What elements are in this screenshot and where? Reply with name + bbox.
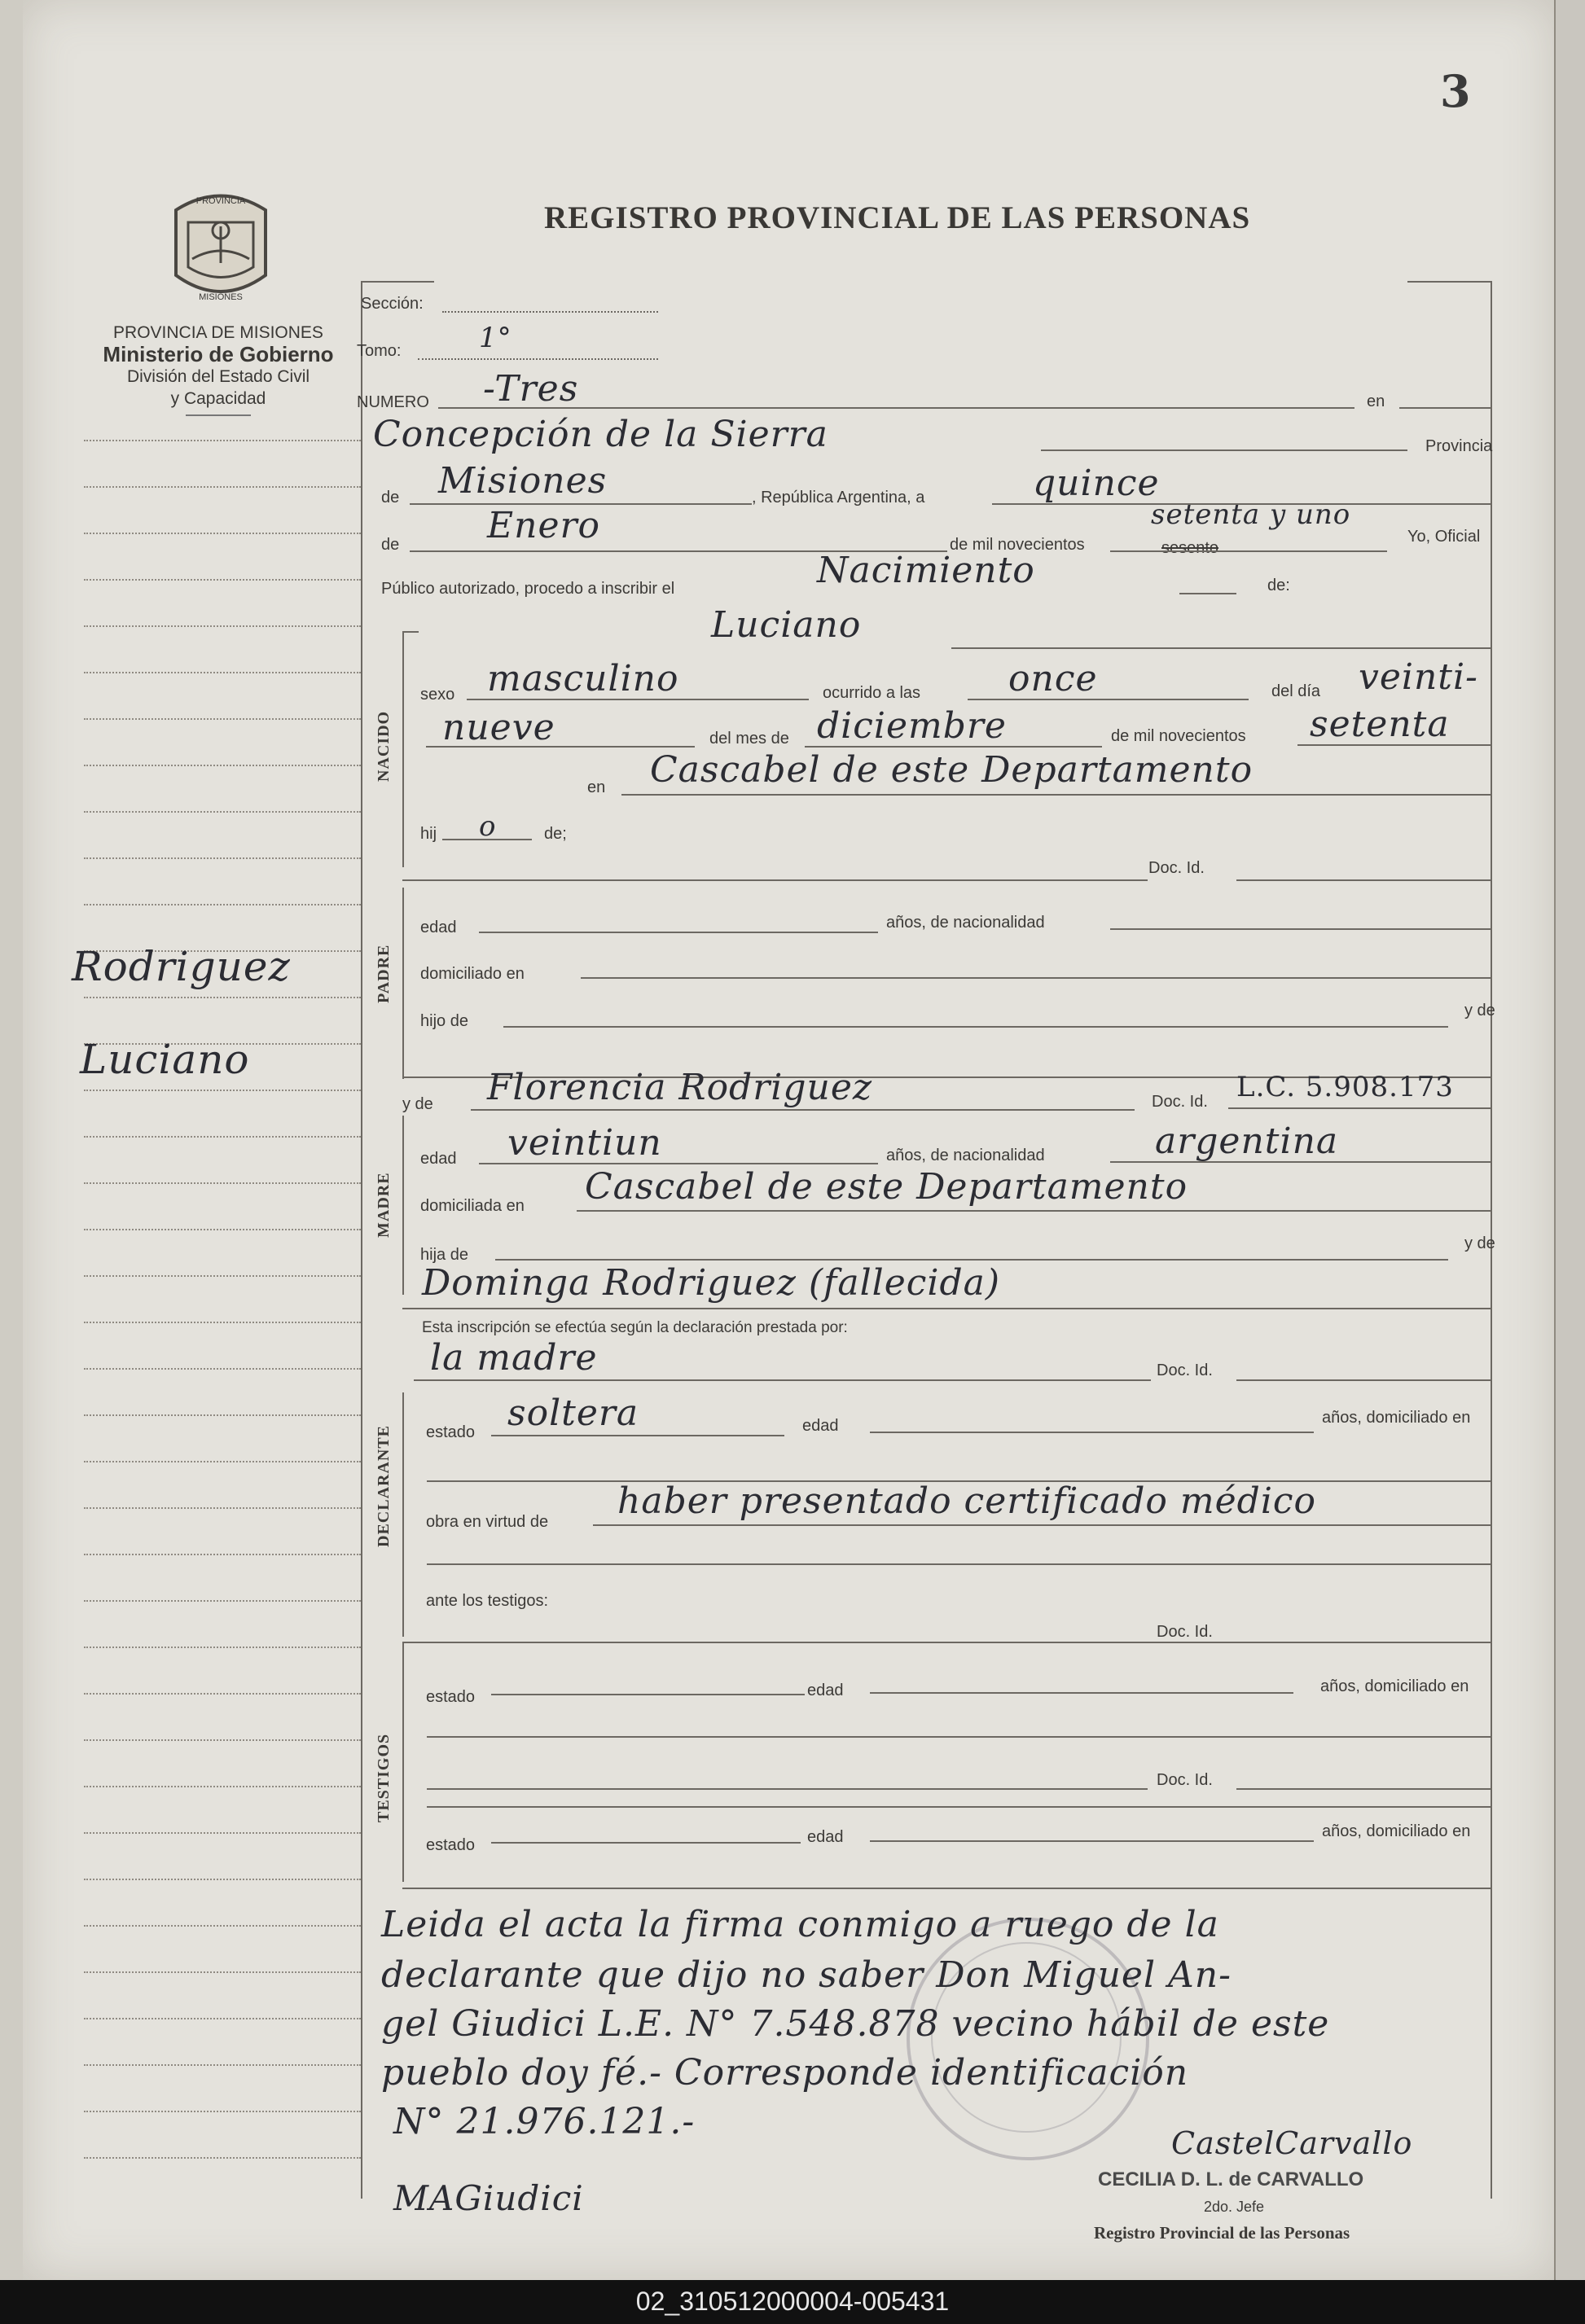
declarante-edad-label: edad <box>802 1417 839 1435</box>
declarante-value: la madre <box>430 1337 598 1379</box>
section-testigos: TESTIGOS <box>375 1733 393 1822</box>
de-label-2: de <box>381 536 400 554</box>
madre-nac-label: años, de nacionalidad <box>886 1147 1045 1164</box>
closing-line-1: Leida el acta la firma conmigo a ruego de la <box>381 1904 1219 1945</box>
issuing-authority <box>72 322 365 416</box>
margin-rule-line <box>84 1554 361 1555</box>
declarante-dom-label: años, domiciliado en <box>1322 1409 1471 1427</box>
obra-value: haber presentado certificado médico <box>617 1480 1317 1522</box>
testigo2-sep-line <box>427 1806 1491 1808</box>
officer-office: Registro Provincial de las Personas <box>1094 2223 1350 2243</box>
declarante-edad-line <box>870 1432 1314 1433</box>
lugar-value: Concepción de la Sierra <box>373 414 828 455</box>
margin-rule-line <box>84 440 361 441</box>
closing-line-3: gel Giudici L.E. N° 7.548.878 vecino hábil de este <box>381 2003 1330 2045</box>
document-page <box>23 0 1554 2280</box>
margin-rule-line <box>84 811 361 813</box>
margin-rule-line <box>84 1182 361 1184</box>
yo-oficial-label: Yo, Oficial <box>1407 528 1481 546</box>
testigo2-doc-line <box>1236 1788 1491 1790</box>
testigo2-dom-label: años, domiciliado en <box>1322 1822 1471 1840</box>
padre-dom-label: domiciliado en <box>420 965 525 983</box>
document-title: REGISTRO PROVINCIAL DE LAS PERSONAS <box>544 200 1251 235</box>
signature-right: CastelCarvallo <box>1171 2125 1413 2161</box>
sexo-value: masculino <box>487 658 679 699</box>
declarante-doc-label: Doc. Id. <box>1157 1362 1213 1379</box>
abuela-value: Dominga Rodriguez (fallecida) <box>422 1262 1001 1304</box>
madre-nombre-value: Florencia Rodriguez <box>487 1067 873 1108</box>
margin-rule-line <box>84 1368 361 1370</box>
margin-rule-line <box>84 1461 361 1462</box>
madre-y-de-2-label: y de <box>1464 1234 1495 1252</box>
footer-id: 02_310512000004-005431 <box>635 2287 950 2316</box>
margin-rule-line <box>84 997 361 998</box>
section-nacido: NACIDO <box>375 710 393 782</box>
hij-suffix: o <box>479 810 497 843</box>
testigo2-name-line <box>427 1788 1148 1790</box>
madre-edad-line <box>479 1163 878 1164</box>
mes-nac-line <box>805 746 1102 748</box>
margin-rule-line <box>84 1647 361 1648</box>
closing-line-2: declarante que dijo no saber Don Miguel An- <box>381 1954 1232 1996</box>
madre-y-de-label: y de <box>402 1095 433 1113</box>
padre-hijo-label: hijo de <box>420 1012 468 1030</box>
margin-rule-line <box>84 2018 361 2019</box>
sexo-line <box>467 699 809 700</box>
madre-doc-label: Doc. Id. <box>1152 1093 1208 1111</box>
de-label-1: de <box>381 489 400 506</box>
nacido-bracket-top <box>402 631 419 633</box>
madre-hija-line <box>495 1259 1448 1261</box>
hij-de-label: de; <box>544 825 567 843</box>
lugar-line <box>1041 449 1407 451</box>
closing-line-5: N° 21.976.121.- <box>393 2101 696 2142</box>
margin-rule-line <box>84 579 361 581</box>
closing-line-4: pueblo doy fé.- Corresponde identificación <box>381 2052 1189 2094</box>
acto-line <box>1179 593 1236 594</box>
left-page-edge <box>0 0 24 2280</box>
anio-nac-line <box>1297 744 1491 746</box>
nombre-line <box>951 647 1491 649</box>
seal-bottom-text: MISIONES <box>199 292 243 302</box>
en-line <box>1399 407 1491 409</box>
numero-value: -Tres <box>483 368 579 410</box>
margin-rule-line <box>84 904 361 905</box>
ante-testigos-label: ante los testigos: <box>426 1592 549 1610</box>
provincia-value: Misiones <box>438 460 608 502</box>
declarante-line <box>414 1379 1151 1381</box>
de-colon-label: de: <box>1267 577 1290 594</box>
authority-line-2: Ministerio de Gobierno <box>103 342 334 366</box>
anio-tachado: sesento <box>1161 539 1219 557</box>
madre-bracket <box>402 1116 404 1295</box>
margin-rule-line <box>84 1600 361 1602</box>
testigo1-dom-label: años, domiciliado en <box>1320 1677 1469 1695</box>
padre-doc-value-line <box>1236 879 1491 881</box>
testigos-bracket <box>402 1642 404 1882</box>
en-nac-label: en <box>587 778 606 796</box>
margin-rule-line <box>84 1275 361 1277</box>
declarante-doc-line <box>1236 1379 1491 1381</box>
margin-rule-line <box>84 533 361 534</box>
del-dia-label: del día <box>1271 682 1321 700</box>
mes-nac-value: diciembre <box>817 705 1007 747</box>
seccion-label: Sección: <box>361 295 424 313</box>
margin-rule-line <box>84 1879 361 1880</box>
declarante-estado-label: estado <box>426 1423 476 1441</box>
margin-rule-line <box>84 625 361 627</box>
padre-doc-line <box>402 879 1148 881</box>
madre-dom-line <box>577 1210 1491 1212</box>
anio-line <box>1110 550 1387 552</box>
nombre-value: Luciano <box>711 604 862 646</box>
ocurrido-label: ocurrido a las <box>823 684 921 702</box>
madre-nac-value: argentina <box>1155 1120 1339 1162</box>
padre-y-de-label: y de <box>1464 1002 1495 1019</box>
provincia-label: Provincia <box>1425 437 1493 455</box>
abuela-line <box>402 1308 1491 1309</box>
hora-line <box>968 699 1249 700</box>
officer-role: 2do. Jefe <box>1204 2199 1265 2215</box>
dia-nac-line <box>426 746 695 748</box>
margin-rule-line <box>84 2111 361 2112</box>
margin-rule-line <box>84 1832 361 1834</box>
madre-doc-value: L.C. 5.908.173 <box>1236 1071 1454 1103</box>
frame-left-border <box>361 281 362 2199</box>
margin-notes-column <box>84 440 361 2199</box>
testigo1-estado-label: estado <box>426 1688 476 1706</box>
margin-rule-line <box>84 1693 361 1695</box>
hij-label: hij <box>420 825 437 843</box>
mil-nov-label: de mil novecientos <box>1111 727 1246 745</box>
padre-dom-line <box>581 977 1491 979</box>
authority-divider <box>186 414 251 416</box>
testigo1-dom-line <box>427 1736 1491 1738</box>
hij-line <box>442 839 532 840</box>
madre-hija-label: hija de <box>420 1246 468 1264</box>
signature-left: MAGiudici <box>393 2178 584 2218</box>
padre-doc-label: Doc. Id. <box>1148 859 1205 877</box>
margin-rule-line <box>84 1507 361 1509</box>
margin-rule-line <box>84 1414 361 1416</box>
margin-rule-line <box>84 765 361 766</box>
tomo-value: 1° <box>479 322 512 354</box>
section-declarante: DECLARANTE <box>375 1424 393 1547</box>
publico-label: Público autorizado, procedo a inscribir el <box>381 580 675 598</box>
margin-rule-line <box>84 1322 361 1323</box>
margin-rule-line <box>84 2157 361 2159</box>
section-madre: MADRE <box>375 1172 393 1238</box>
officer-name: CECILIA D. L. de CARVALLO <box>1098 2168 1364 2190</box>
testigo1-edad-label: edad <box>807 1682 844 1699</box>
anio-nac-value: setenta <box>1310 704 1450 745</box>
madre-dom-label: domiciliada en <box>420 1197 525 1215</box>
testigo2-estado-label: estado <box>426 1836 476 1854</box>
hora-value: once <box>1008 658 1098 699</box>
anio-value: setenta y uno <box>1151 498 1351 531</box>
del-mes-label: del mes de <box>709 730 789 748</box>
margin-rule-line <box>84 1971 361 1973</box>
tomo-line <box>418 358 658 360</box>
seal-top-text: PROVINCIA <box>195 196 246 206</box>
madre-nombre-line <box>471 1109 1135 1111</box>
mes-value: Enero <box>487 505 601 546</box>
dia-value: quince <box>1033 463 1160 504</box>
testigo2-edad-line <box>870 1840 1314 1842</box>
testigo1-name-line <box>402 1642 1491 1643</box>
madre-nac-line <box>1110 1161 1491 1163</box>
section-padre: PADRE <box>375 944 393 1003</box>
frame-top-right <box>1407 281 1491 283</box>
numero-label: NUMERO <box>357 393 429 411</box>
margin-rule-line <box>84 1786 361 1787</box>
padre-nac-label: años, de nacionalidad <box>886 914 1045 932</box>
acto-value: Nacimiento <box>817 550 1035 591</box>
authority-line-3: División del Estado Civil <box>126 367 310 386</box>
page-number: 3 <box>1440 65 1471 117</box>
lugar-nac-value: Cascabel de este Departamento <box>650 749 1254 791</box>
seccion-line <box>442 311 658 313</box>
margin-rule-line <box>84 1090 361 1091</box>
republica-label: , República Argentina, a <box>752 489 925 506</box>
testigo2-dom-line <box>402 1888 1491 1889</box>
padre-hijo-line <box>503 1026 1448 1028</box>
padre-nac-line <box>1110 928 1491 930</box>
province-seal-icon <box>160 186 282 308</box>
frame-top-left <box>361 281 434 283</box>
testigo1-doc-label: Doc. Id. <box>1157 1623 1213 1641</box>
padre-edad-line <box>479 932 878 933</box>
padre-bracket <box>402 888 404 1079</box>
tomo-label: Tomo: <box>357 342 402 360</box>
margin-rule-line <box>84 486 361 488</box>
nacido-bracket <box>402 631 404 867</box>
margin-rule-line <box>84 1739 361 1741</box>
obra-line <box>593 1524 1491 1526</box>
lugar-nac-line <box>621 794 1491 796</box>
margin-rule-line <box>84 1136 361 1138</box>
authority-line-4: y Capacidad <box>170 389 266 408</box>
sexo-label: sexo <box>420 686 455 704</box>
margin-rule-line <box>84 1229 361 1230</box>
margin-surname: Rodriguez <box>72 943 291 990</box>
testigo2-estado-line <box>491 1842 801 1844</box>
madre-edad-value: veintiun <box>507 1122 662 1164</box>
padre-edad-label: edad <box>420 919 457 936</box>
inscripcion-label: Esta inscripción se efectúa según la declaración prestada por: <box>422 1319 848 1336</box>
testigo2-doc-label: Doc. Id. <box>1157 1771 1213 1789</box>
madre-edad-label: edad <box>420 1150 457 1168</box>
margin-rule-line <box>84 1925 361 1927</box>
margin-name: Luciano <box>80 1036 250 1083</box>
obra-label: obra en virtud de <box>426 1513 549 1531</box>
obra-line-2 <box>427 1563 1491 1565</box>
margin-rule-line <box>84 672 361 673</box>
authority-line-1: PROVINCIA DE MISIONES <box>113 323 323 342</box>
declarante-bracket <box>402 1392 404 1637</box>
right-page-edge <box>1554 0 1585 2280</box>
testigo1-edad-line <box>870 1692 1293 1694</box>
mil-novecientos-label: de mil novecientos <box>950 536 1085 554</box>
declarante-estado-line <box>491 1435 784 1436</box>
dia-nac-1: veinti- <box>1359 656 1478 698</box>
dia-nac-2: nueve <box>442 707 555 748</box>
testigo1-estado-line <box>491 1694 805 1695</box>
en-label: en <box>1367 392 1385 410</box>
margin-rule-line <box>84 2064 361 2066</box>
madre-doc-line <box>1228 1107 1491 1109</box>
madre-dom-value: Cascabel de este Departamento <box>585 1166 1188 1208</box>
declarante-estado-value: soltera <box>507 1392 639 1434</box>
margin-rule-line <box>84 718 361 720</box>
testigo2-edad-label: edad <box>807 1828 844 1846</box>
margin-rule-line <box>84 857 361 859</box>
